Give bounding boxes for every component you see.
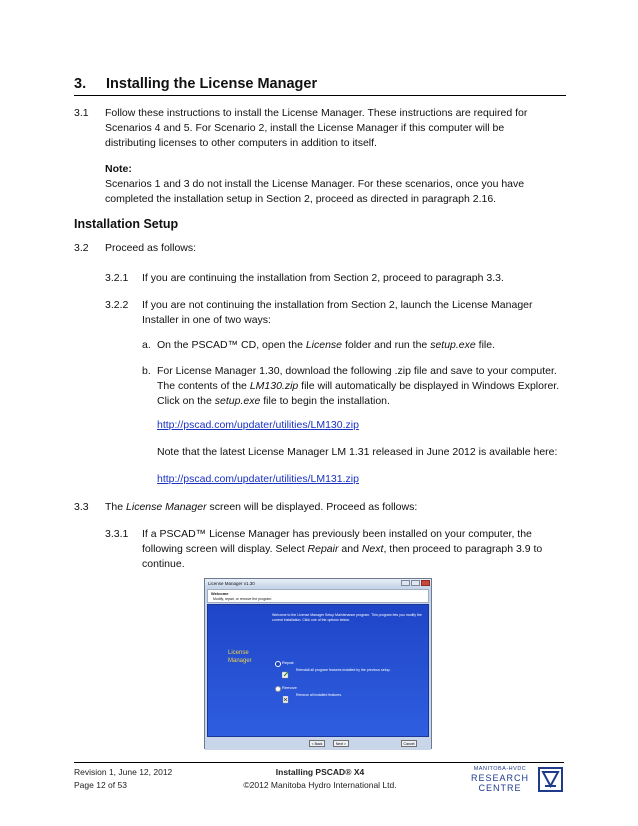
para-3-3-number: 3.3: [74, 501, 89, 513]
para-3-3-text: The License Manager screen will be displayed. Proceed as follows:: [105, 501, 418, 513]
para-3-1-number: 3.1: [74, 107, 89, 119]
product-name: License Manager: [228, 650, 252, 664]
lm131-link[interactable]: http://pscad.com/updater/utilities/LM131.zip: [157, 473, 359, 485]
section-number: 3.: [74, 76, 87, 92]
window-title-bar: [205, 579, 431, 588]
para-3-2-text: Proceed as follows:: [105, 242, 197, 254]
para-3-2-2-number: 3.2.2: [105, 299, 129, 311]
wizard-header: [207, 589, 429, 603]
back-button[interactable]: < Back: [309, 740, 325, 747]
item-b-text: For License Manager 1.30, download the following .zip file and save to your computer. The contents of the LM130.zip file will automatically be displayed in Windows Explorer. Click on the setup.exe file to begin the installation.: [157, 365, 560, 407]
para-3-1-text: Follow these instructions to install the License Manager. These instructions are required for Scenarios 4 and 5. For Scenario 2, install the License Manager if this computer will be distributing licenses to other computers in addition to itself.: [105, 107, 528, 149]
footer-rule: [74, 762, 564, 763]
remove-label: Remove: [282, 685, 297, 690]
repair-description: Reinstall all program features installed by the previous setup.: [296, 668, 391, 672]
license-manager-screenshot: [204, 578, 432, 749]
footer-page: Page 12 of 53: [74, 780, 127, 790]
para-3-2-1-number: 3.2.1: [105, 272, 129, 284]
close-icon: [421, 580, 430, 586]
para-3-2-number: 3.2: [74, 242, 89, 254]
item-a-text: On the PSCAD™ CD, open the License folder and run the setup.exe file.: [157, 339, 495, 351]
minimize-icon: [401, 580, 410, 586]
window-title: License Manager v1.30: [208, 581, 255, 586]
remove-description: Remove all installed features.: [296, 693, 342, 697]
para-3-3-1-text: If a PSCAD™ License Manager has previously been installed on your computer, the following screen will display. Select Repair and Next, then proceed to paragraph 3.9 to continue.: [142, 528, 543, 570]
lm130-link[interactable]: http://pscad.com/updater/utilities/LM130.zip: [157, 419, 359, 431]
repair-label: Repair: [282, 660, 294, 665]
repair-icon: [282, 666, 290, 674]
cancel-button[interactable]: Cancel: [401, 740, 417, 747]
section-title: [74, 76, 317, 92]
wizard-header-subtitle: Modify, repair, or remove the program.: [213, 597, 273, 601]
para-3-2-2-text: If you are not continuing the installation from Section 2, launch the License Manager Installer in one of two ways:: [142, 299, 533, 326]
lm131-note: Note that the latest License Manager LM 1.31 released in June 2012 is available here:: [157, 446, 558, 458]
installation-setup-heading: Installation Setup: [74, 217, 179, 231]
mhrc-logo-text: MANITOBA-HVDC RESEARCH CENTRE: [470, 766, 529, 793]
item-b-label: b.: [142, 365, 151, 377]
remove-radio[interactable]: [275, 686, 281, 692]
remove-icon: [282, 691, 290, 699]
note-label: Note:: [105, 163, 132, 175]
note-text: Scenarios 1 and 3 do not install the License Manager. For these scenarios, once you have completed the installation setup in Section 2, proceed as directed in paragraph 2.16.: [105, 178, 525, 205]
footer-copyright: ©2012 Manitoba Hydro International Ltd.: [243, 780, 397, 790]
para-3-3-1-number: 3.3.1: [105, 528, 129, 540]
item-a-label: a.: [142, 339, 151, 351]
section-title-text: Installing the License Manager: [106, 76, 318, 92]
mhrc-logo-icon: [538, 767, 563, 792]
wizard-header-title: Welcome: [211, 591, 229, 596]
welcome-text: Welcome to the License Manager Setup Maintenance program. This program lets you modify the current installation. Click one of the options below.: [272, 613, 422, 622]
wizard-footer: [205, 737, 431, 750]
footer-revision: Revision 1, June 12, 2012: [74, 767, 173, 777]
next-button[interactable]: Next >: [333, 740, 349, 747]
maximize-icon: [411, 580, 420, 586]
lm130-link-container: [157, 418, 359, 433]
wizard-body: [207, 604, 429, 737]
lm131-link-container: [157, 472, 359, 487]
footer-doc-title: Installing PSCAD® X4: [275, 767, 365, 777]
repair-radio[interactable]: [275, 661, 281, 667]
para-3-2-1-text: If you are continuing the installation from Section 2, proceed to paragraph 3.3.: [142, 272, 504, 284]
title-rule: [74, 95, 566, 96]
